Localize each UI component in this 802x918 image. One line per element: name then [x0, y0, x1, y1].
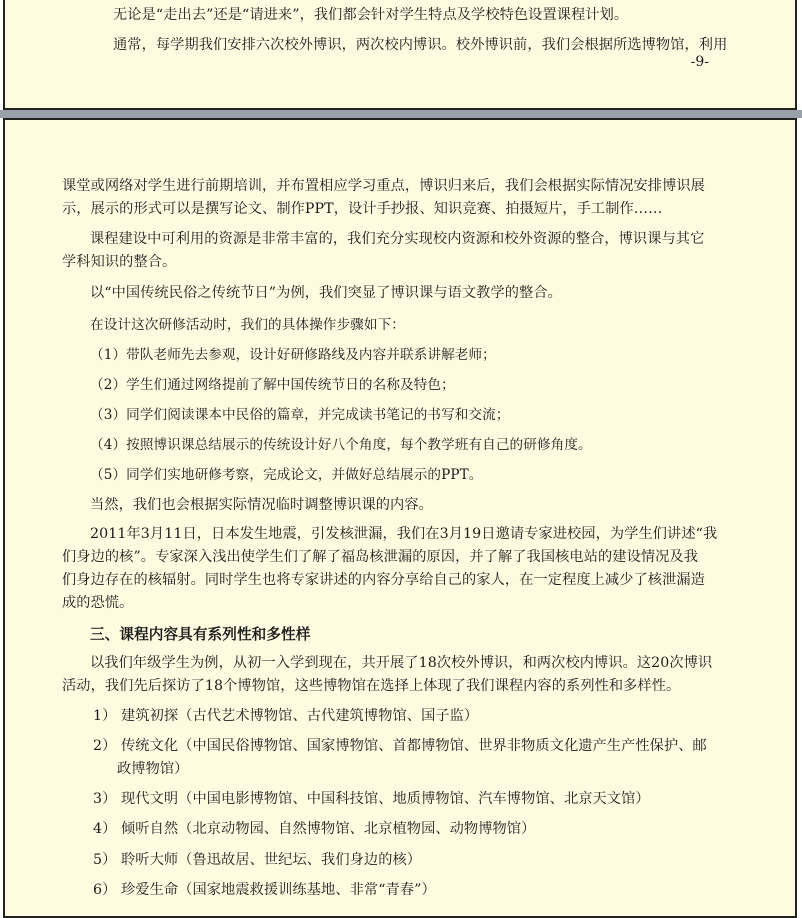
paragraph-line: 课堂或网络对学生进行前期培训，并布置相应学习重点，博识归来后，我们会根据实际情况安排博识展 [62, 178, 705, 194]
list-item: 5） 聆听大师（鲁迅故居、世纪坛、我们身边的核） [93, 852, 422, 868]
step-item-2: （2）学生们通过网络提前了解中国传统节日的名称及特色； [90, 377, 455, 393]
steps-intro: 在设计这次研修活动时，我们的具体操作步骤如下： [90, 317, 405, 333]
paragraph-line: 以我们年级学生为例，从初一入学到现在，共开展了18次校外博识，和两次校内博识。这20次博识 [90, 655, 713, 671]
step-item-1: （1）带队老师先去参观，设计好研修路线及内容并联系讲解老师； [90, 347, 496, 363]
previous-page [3, 0, 797, 110]
prev-page-line-1: 无论是“走出去”还是“请进来”，我们都会针对学生特点及学校特色设置课程计划。 [113, 7, 629, 23]
page-separator [0, 110, 802, 118]
paragraph-line: 课程建设中可利用的资源是非常丰富的，我们充分实现校内资源和校外资源的整合，博识课与其它 [90, 231, 705, 247]
paragraph-line: 活动，我们先后探访了18个博物馆，这些博物馆在选择上体现了我们课程内容的系列性和多样性。 [62, 678, 681, 694]
list-item: 6） 珍爱生命（国家地震救援训练基地、非常“青春”） [93, 882, 436, 898]
step-item-4: （4）按照博识课总结展示的传统设计好八个角度，每个教学班有自己的研修角度。 [90, 437, 592, 453]
paragraph-line: 们身边的核”。专家深入浅出使学生们了解了福岛核泄漏的原因，并了解了我国核电站的建设情况及我 [62, 549, 699, 565]
paragraph-line: 当然，我们也会根据实际情况临时调整博识课的内容。 [90, 497, 433, 513]
page-number: -9- [690, 54, 709, 70]
paragraph-line: 示，展示的形式可以是撰写论文、制作PPT，设计手抄报、知识竞赛、拍摄短片，手工制作…… [62, 201, 663, 217]
current-page [3, 118, 797, 918]
paragraph-line: 2011年3月11日，日本发生地震，引发核泄漏，我们在3月19日邀请专家进校园，为学生们讲述“我 [90, 526, 718, 542]
list-item: 1） 建筑初探（古代艺术博物馆、古代建筑博物馆、国子监） [93, 708, 479, 724]
paragraph-line: 成的恐慌。 [62, 595, 134, 611]
list-item: 3） 现代文明（中国电影博物馆、中国科技馆、地质博物馆、汽车博物馆、北京天文馆） [93, 791, 650, 807]
list-item: 4） 倾听自然（北京动物园、自然博物馆、北京植物园、动物博物馆） [93, 821, 536, 837]
step-item-3: （3）同学们阅读课本中民俗的篇章，并完成读书笔记的书写和交流； [90, 407, 510, 423]
prev-page-line-2: 通常，每学期我们安排六次校外博识，两次校内博识。校外博识前，我们会根据所选博物馆，利用 [113, 37, 728, 53]
section-heading: 三、课程内容具有系列性和多性样 [90, 626, 311, 643]
list-item: 2） 传统文化（中国民俗博物馆、国家博物馆、首都博物馆、世界非物质文化遗产生产性保护、邮 [93, 738, 707, 754]
paragraph-line: 学科知识的整合。 [62, 254, 177, 270]
step-item-5: （5）同学们实地研修考察，完成论文，并做好总结展示的PPT。 [90, 467, 483, 483]
list-item-continuation: 政博物馆） [117, 761, 189, 777]
paragraph-line: 们身边存在的核辐射。同时学生也将专家讲述的内容分享给自己的家人，在一定程度上减少了核泄漏造 [62, 572, 705, 588]
paragraph-line: 以“中国传统民俗之传统节日”为例，我们突显了博识课与语文教学的整合。 [90, 285, 562, 301]
